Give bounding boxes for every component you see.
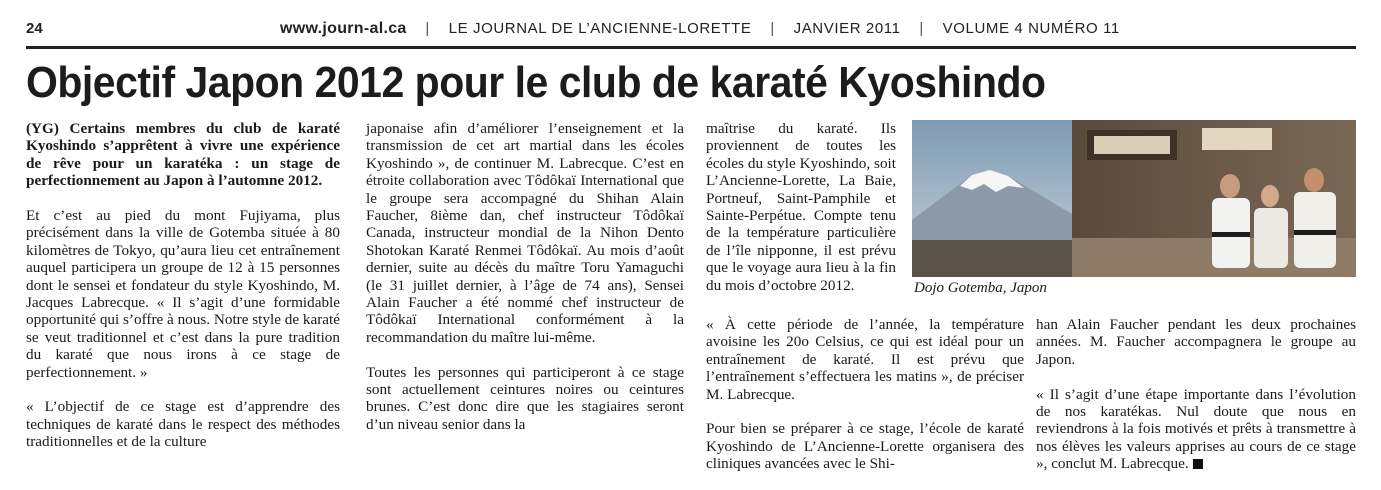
paragraph: Toutes les personnes qui participeront à ce stage sont actuellement ceintures noires ou ceintures brunes. C’est donc dire que les stagiaires seront d’un niveau senior dans la [366,363,684,433]
dojo-photo [912,120,1356,277]
dojo-photo-image [912,120,1356,277]
paragraph: japonaise afin d’améliorer l’enseignement et la transmission de cet art martial dans les écoles Kyoshindo », de continuer M. Labrecque. C’est en étroite collaboration avec Tôdôkaï International que le groupe sera accompagné du Shihan Alain Faucher, 8ième dan, chef instructeur Tôdôkaï Canada, instructeur mondial de la Nihon Dento Shotokan Karaté Renmei Tôdôkaï. Au mois d’août dernier, suite au décès du maître Toru Yamaguchi (le 31 juillet dernier, à l’âge de 74 ans), Sensei Alain Faucher a été nommé chef instructeur de Tôdôkaï International conformément à la recommandation du maître lui-même. [366,120,684,346]
header-separator: | [770,20,775,37]
article-column-3 [706,120,896,311]
volume-number: VOLUME 4 NUMÉRO 11 [942,20,1120,37]
photo-caption: Dojo Gotemba, Japon [914,280,1047,296]
closing-quote: « Il s’agit d’une étape importante dans l’évolution de nos karatékas. Nul doute que nous en reviendrons à la fois motivés et prêts à transmettre à nos élèves les valeurs apprises au cours de ce stage », conclut M. Labrecque. [1036,385,1356,473]
paragraph: Et c’est au pied du mont Fujiyama, plus précisément dans la ville de Gotemba située à 80 kilomètres de Tokyo, qu’aura lieu cet entraînement auquel participera un groupe de 12 à 15 personnes dont le sensei et fondateur du style Kyoshindo, M. Jacques Labrecque. « Il s’agit d’une formidable opportunité qui s’offre à nous. Notre style de karaté se veut traditionnel et c’est dans la pure tradition du karaté que nous irons à ce stage de perfectionnement. » [26,207,340,381]
publication-name: LE JOURNAL DE L’ANCIENNE-LORETTE [448,20,752,37]
paragraph: Pour bien se préparer à ce stage, l’école de karaté Kyoshindo de L’Ancienne-Lorette organisera des cliniques avancées avec le Shi- [706,420,1024,473]
header-separator: | [425,20,430,37]
end-of-article-mark [1193,459,1203,469]
paragraph [1036,386,1356,473]
article-headline: Objectif Japon 2012 pour le club de karaté Kyoshindo [26,58,1046,107]
article-column-2 [366,120,684,451]
header-info [280,20,1120,38]
site-url[interactable]: www.journ-al.ca [280,20,407,37]
header-separator: | [919,20,924,37]
issue-date: JANVIER 2011 [793,20,901,37]
paragraph: « À cette période de l’année, la température avoisine les 20o Celsius, ce qui est idéal pour un entraînement de karaté. Il est prévu que l’entraînement s’effectuera les matins », de préciser M. Labrecque. [706,316,1024,403]
article-column-1 [26,120,340,468]
article-column-4 [1036,316,1356,490]
article-column-3-lower [706,316,1024,490]
article-lead: (YG) Certains membres du club de karaté Kyoshindo s’apprêtent à vivre une expérience de rêve pour un karatéka : un stage de perfectionnement au Japon à l’automne 2012. [26,120,340,190]
page-number: 24 [26,20,43,37]
paragraph: maîtrise du karaté. Ils proviennent de toutes les écoles du style Kyoshindo, soit L’Ancienne-Lorette, La Baie, Portneuf, Saint-Pamphile et Sainte-Perpétue. Compte tenu de la température particulière de l’île nipponne, il est prévu que le voyage aura lieu à la fin du mois d’octobre 2012. [706,120,896,294]
page-header [0,0,1381,52]
header-rule [26,46,1356,49]
paragraph: han Alain Faucher pendant les deux prochaines années. M. Faucher accompagnera le groupe au Japon. [1036,316,1356,368]
paragraph: « L’objectif de ce stage est d’apprendre des techniques de karaté dans le respect des méthodes traditionnelles et de la culture [26,398,340,451]
